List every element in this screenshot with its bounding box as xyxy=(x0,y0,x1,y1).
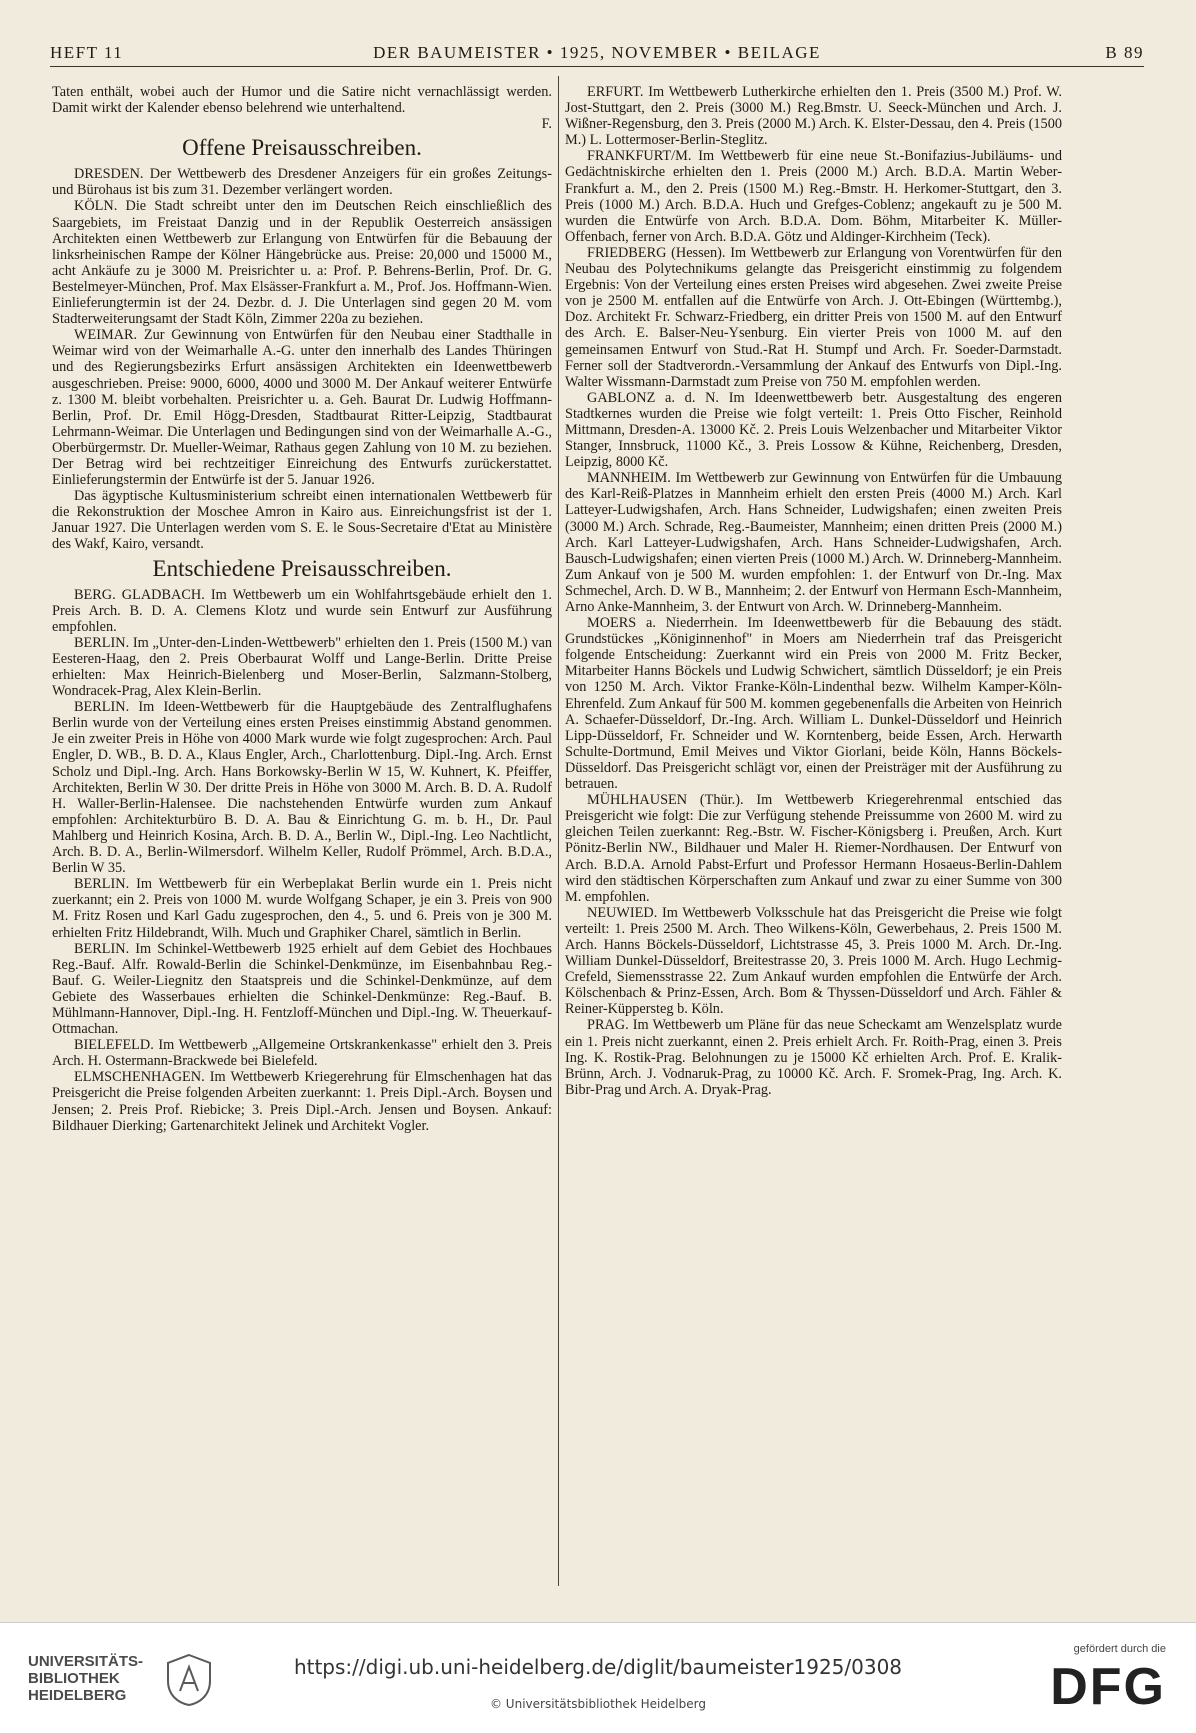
paragraph-erfurt: ERFURT. Im Wettbewerb Lutherkirche erhielten den 1. Preis (3500 M.) Prof. W. Jost-Stuttgart, den 2. Preis (3000 M.) Reg.Bmstr. U. Seeck-München und Arch. J. Wißner-Regensburg, den 3. Preis (2000 M.) Arch. K. Elster-Dessau, den 4. Preis (1500 M.) L. Lottermoser-Berlin-Steglitz. xyxy=(565,84,1062,149)
library-name: UNIVERSITÄTS- BIBLIOTHEK HEIDELBERG xyxy=(28,1653,144,1704)
issue-number: HEFT 11 xyxy=(50,43,124,62)
journal-title: DER BAUMEISTER • 1925, NOVEMBER • BEILAGE xyxy=(373,43,821,62)
source-url-link[interactable]: https://digi.ub.uni-heidelberg.de/diglit/baumeister1925/0308 xyxy=(293,1655,903,1679)
paragraph-dresden: DRESDEN. Der Wettbewerb des Dresdener Anzeigers für ein großes Zeitungs- und Bürohaus ist bis zum 31. Dezember verlängert worden. xyxy=(52,166,552,199)
right-column xyxy=(565,84,1062,1098)
paragraph-berlin-linden: BERLIN. Im „Unter-den-Linden-Wettbewerb" erhielten den 1. Preis (1500 M.) van Eesteren-Haag, den 2. Preis Oberbaurat Wolff und Lange-Berlin. Dritte Preise erhielten: Max Heinrich-Bielenberg und Moser-Berlin, Salzmann-Stolberg, Wondracek-Prag, Alex Klein-Berlin. xyxy=(52,634,552,700)
paragraph-muehlhausen: MÜHLHAUSEN (Thür.). Im Wettbewerb Kriegerehrenmal entschied das Preisgericht wie folgt: Die zur Verfügung stehende Preissumme von 2600 M. wird zu gleichen Teilen zuerkannt: Reg.-Bstr. W. Fischer-Königsberg i. Preußen, Arch. Kurt Pönitz-Berlin NW., Bildhauer und Maler H. Riemer-Nordhausen. Der Entwurf von Arch. B.D.A. Arnold Pabst-Erfurt und Professor Hermann Hosaeus-Berlin-Dahlem wird den städtischen Körperschaften zum Ankauf und zwar zu einer Summe von 300 M. empfohlen. xyxy=(565,792,1062,905)
intro-paragraph: Taten enthält, wobei auch der Humor und die Satire nicht vernachlässigt werden. Damit wirkt der Kalender ebenso belehrend wie unterhaltend. xyxy=(52,84,552,117)
paragraph-berg-gladbach: BERG. GLADBACH. Im Wettbewerb um ein Wohlfahrtsgebäude erhielt den 1. Preis Arch. B. D. A. Clemens Klotz und wurde sein Entwurf zur Ausführung empfohlen. xyxy=(52,586,552,635)
section-heading-open: Offene Preisausschreiben. xyxy=(182,135,422,161)
paragraph-neuwied: NEUWIED. Im Wettbewerb Volksschule hat das Preisgericht die Preise wie folgt verteilt: 1. Preis 2500 M. Arch. Theo Wilkens-Köln, Gewerbehaus, 2. Preis 1500 M. Arch. Hanns Böckels-Düsseldorf, Lichtstrasse 45, 3. Preis 1000 M. Arch. Dr.-Ing. William Dunkel-Düsseldorf, Breitestrasse 20, 3. Preis 1000 M. Arch. Hugo Lechmig-Crefeld, Siemensstrasse 22. Zum Ankauf wurden empfohlen die Entwürfe der Arch. Kölschenbach & Prinz-Essen, Arch. Bom & Thyssen-Düsseldorf und Arch. Fähler & Reiner-Küppersteg b. Köln. xyxy=(565,904,1062,1018)
copyright-notice: © Universitätsbibliothek Heidelberg xyxy=(489,1697,706,1711)
paragraph-mannheim: MANNHEIM. Im Wettbewerb zur Gewinnung von Entwürfen für die Umbauung des Karl-Reiß-Platzes in Mannheim erhielt den ersten Preis (4000 M.) Arch. Karl Latteyer-Ludwigshafen, Arch. Hans Schneider, Ludwigshafen; einen zweiten Preis (3000 M.) Arch. Schrade, Reg.-Baumeister, Mannheim; einen dritten Preis (2000 M.) Arch. Karl Latteyer-Ludwigshafen, Arch. Hans Schneider-Ludwigshafen, Arch. Bausch-Ludwigshafen; einen vierten Preis (1000 M.) Arch. W. Drinneberg-Mannheim. Zum Ankauf von je 500 M. wurden empfohlen: 1. der Entwurf von Dr.-Ing. Max Schmechel, Arch. D. W B., Mannheim; 2. der Entwurf von Hermann Esch-Mannheim, Arno Anke-Mannheim, 3. der Entwurt von Arch. W. Drinneberg-Mannheim. xyxy=(565,470,1062,615)
paragraph-berlin-flughafen: BERLIN. Im Ideen-Wettbewerb für die Hauptgebäude des Zentralflughafens Berlin wurde von der Verteilung eines ersten Preises einstimmig Abstand genommen. Je ein zweiter Preis in Höhe von 4000 Mark wurde wie folgt zugesprochen: Arch. Paul Engler, D. WB., B. D. A., Klaus Engler, Arch., Charlottenburg. Dipl.-Ing. Arch. Ernst Scholz und Dipl.-Ing. Arch. Hans Borkowsky-Berlin W 15, W. Kuhnert, K. Pfeiffer, Architekten, Berlin W 30. Der dritte Preis in Höhe von 3000 M. Arch. B. D. A. Rudolf H. Waller-Berlin-Halensee. Die nachstehenden Entwürfe wurden zum Ankauf empfohlen: Architekturbüro B. D. A. Bau & Einrichtung G. m. b. H., Dr. Paul Mahlberg und Heinrich Kosina, Arch. B. D. A., Berlin W., Dipl.-Ing. Leo Nachtlicht, Arch. B. D. A., Berlin-Wilmersdorf. Wilhelm Keller, Rudolf Prömmel, Arch. B.D.A., Berlin W 35. xyxy=(52,699,552,877)
running-header xyxy=(50,40,1144,67)
intro-signature: F. xyxy=(541,116,552,133)
column-divider xyxy=(558,76,559,1586)
paragraph-kairo: Das ägyptische Kultusministerium schreibt einen internationalen Wettbewerb für die Rekonstruktion der Moschee Amron in Kairo aus. Einreichungsfrist ist der 1. Januar 1927. Die Unterlagen werden vom S. E. le Sous-Secretaire d'Etat au Ministère des Wakf, Kairo, versandt. xyxy=(52,488,552,553)
paragraph-gablonz: GABLONZ a. d. N. Im Ideenwettbewerb betr. Ausgestaltung des engeren Stadtkernes wurden die Preise wie folgt verteilt: 1. Preis Otto Fischer, Reinhold Mittmann, Dresden-A. 13000 Kč. 2. Preis Louis Welzenbacher und Mitarbeiter Viktor Stanger, Innsbruck, 11000 Kč., 3. Preis Lossow & Kühne, Reichenberg, Dresden, Leipzig, 8000 Kč. xyxy=(565,389,1062,471)
funded-by-label: gefördert durch die xyxy=(1073,1643,1166,1655)
left-column xyxy=(52,84,552,1134)
paragraph-moers: MOERS a. Niederrhein. Im Ideenwettbewerb für die Bebauung des städt. Grundstückes „Königinnenhof" in Moers am Niederrhein traf das Preisgericht folgende Entscheidung: Zuerkannt wird ein Preis von 2000 M. Fritz Becker, Mitarbeiter Hanns Böckels und Ludwig Schwichert, sämtlich Düsseldorf; je ein Preis von 1250 M. Arch. Viktor Franke-Köln-Lindenthal bezw. Wilhelm Kamper-Köln-Ehrenfeld. Zum Ankauf für 500 M. kommen gegebenenfalls die Arbeiten von Heinrich A. Schaefer-Düsseldorf, Dr.-Ing. Arch. William L. Dunkel-Düsseldorf und Heinrich Lipp-Düsseldorf, Fr. Schneider und W. Korntenberg, beide Essen, Arch. Herwarth Schulte-Dortmund, Emil Meives und Viktor Giorlani, beide Köln, Hanns Böckels-Düsseldorf. Das Preisgericht schlägt vor, einen der Preisträger mit der Ausführung zu betrauen. xyxy=(565,615,1062,793)
paragraph-friedberg: FRIEDBERG (Hessen). Im Wettbewerb zur Erlangung von Vorentwürfen für den Neubau des Polytechnikums gelangte das Preisgericht einstimmig zu folgendem Ergebnis: Von der Verteilung eines ersten Preises wird abgesehen. Zwei zweite Preise von je 2500 M. entfallen auf die Entwürfe von Arch. J. Ott-Ebingen (Württembg.), Doz. Architekt Fr. Schwarz-Friedberg, ein dritter Preis von 1500 M. auf den Entwurf des Arch. E. Balser-Neu-Ysenburg. Ein vierter Preis von 1000 M. auf den gemeinsamen Entwurf von Stud.-Rat H. Stumpf und Arch. Fr. Soeder-Darmstadt. Ferner soll der Stadtverordn.-Versammlung der Ankauf des Entwurfs von Dipl.-Ing. Walter Wissmann-Darmstadt zum Preise von 750 M. empfohlen werden. xyxy=(565,244,1062,390)
paragraph-berlin-schinkel: BERLIN. Im Schinkel-Wettbewerb 1925 erhielt auf dem Gebiet des Hochbaues Reg.-Bauf. Alfr. Rowald-Berlin die Schinkel-Denkmünze, im Eisenbahnbau Reg.-Bauf. G. Weiler-Liegnitz den Staatspreis und die Schinkel-Denkmünze, auf dem Gebiete des Wasserbaues erhielten die Schinkel-Denkmünze: Reg.-Bauf. B. Mühlmann-Hannover, Dipl.-Ing. H. Fentzloff-München und Dipl.-Ing. W. Theuerkauf-Ottmachan. xyxy=(52,940,552,1038)
paragraph-weimar: WEIMAR. Zur Gewinnung von Entwürfen für den Neubau einer Stadthalle in Weimar wird von der Weimarhalle A.-G. unter den innerhalb des Landes Thüringen und des Regierungsbezirks Erfurt ansässigen Architekten ein Ideenwettbewerb ausgeschrieben. Preise: 9000, 6000, 4000 und 3000 M. Der Ankauf weiterer Entwürfe z. 1300 M. bleibt vorbehalten. Preisrichter u. a. Geh. Baurat Dr. Ludwig Hoffmann-Berlin, Prof. Dr. Emil Högg-Dresden, Stadtbaurat Ritter-Leipzig, Stadtbaurat Lehrmann-Weimar. Die Unterlagen und Bedingungen sind von der Weimarhalle A.-G., Oberbürgermstr. Dr. Mueller-Weimar, Rathaus gegen Zahlung von 10 M. zu beziehen. Der Betrag wird bei rechtzeitiger Einreichung des Entwurfs zurückerstattet. Einlieferungstermin der Entwürfe ist der 5. Januar 1926. xyxy=(52,327,552,489)
section-heading-decided: Entschiedene Preisausschreiben. xyxy=(152,555,452,581)
paragraph-berlin-werbeplakat: BERLIN. Im Wettbewerb für ein Werbeplakat Berlin wurde ein 1. Preis nicht zuerkannt; ein 2. Preis von 1000 M. wurde Wolfgang Schaper, je ein 3. Preis von 900 M. Fritz Rosen und Karl Gadu zugesprochen, den 4., 5. und 6. Preis von je 300 M. erhielten Fritz Hildebrandt, Wilh. Much und Graphiker Charel, sämtlich in Berlin. xyxy=(52,876,552,941)
dfg-logo[interactable] xyxy=(1036,1643,1166,1723)
dfg-wordmark: DFG xyxy=(1050,1658,1166,1716)
paragraph-frankfurt: FRANKFURT/M. Im Wettbewerb für eine neue St.-Bonifazius-Jubiläums- und Gedächtniskirche erhielten den 1. Preis (2000 M.) Arch. B.D.A. Martin Weber-Frankfurt a. M., den 2. Preis (1500 M.) Reg.-Bmstr. H. Herkomer-Stuttgart, den 3. Preis (1000 M.) Arch. B.D.A. Huch und Grefges-Coblenz; angekauft zu je 500 M. wurden die Entwürfe von Arch. B.D.A. Dom. Böhm, Mitarbeiter K. Müller-Offenbach, ferner von Arch. B.D.A. Götz und Aldinger-Kirchheim (Teck). xyxy=(565,148,1062,245)
page-number: B 89 xyxy=(1105,43,1144,62)
paragraph-bielefeld: BIELEFELD. Im Wettbewerb „Allgemeine Ortskrankenkasse" erhielt den 3. Preis Arch. H. Ostermann-Brackwede bei Bielefeld. xyxy=(52,1037,552,1070)
paragraph-koeln: KÖLN. Die Stadt schreibt unter den im Deutschen Reich einschließlich des Saargebiets, im Freistaat Danzig und in der Republik Oesterreich ansässigen Architekten einen Wettbewerb zur Erlangung von Entwürfen für die Bebauung der linksrheinischen Rampe der Kölner Hängebrücke aus. Preise: 20,000 und 15000 M., acht Ankäufe zu je 3000 M. Preisrichter u. a: Prof. P. Behrens-Berlin, Prof. Dr. G. Bestelmeyer-München, Prof. Max Elsässer-Frankfurt a. M., Prof. Jos. Hoffmann-Wien. Einlieferungtermin ist der 24. Dezbr. d. J. Die Unterlagen sind gegen 20 M. vom Stadterweiterungsamt der Stadt Köln, Zimmer 220a zu beziehen. xyxy=(52,198,552,328)
paragraph-prag: PRAG. Im Wettbewerb um Pläne für das neue Scheckamt am Wenzelsplatz wurde ein 1. Preis nicht zuerkannt, einen 2. Preis erhielt Arch. Fr. Roith-Prag, einen 3. Preis Ing. K. Rostik-Prag. Belohnungen zu je 15000 Kč erhielten Arch. Prof. E. Kralik-Brünn, Arch. J. Vodnaruk-Prag, zu 10000 Kč. Arch. F. Sromek-Prag, Ing. Arch. K. Bibr-Prag und Arch. A. Dryak-Prag. xyxy=(565,1017,1062,1098)
digitization-footer xyxy=(0,1622,1196,1733)
paragraph-elmschenhagen: ELMSCHENHAGEN. Im Wettbewerb Kriegerehrung für Elmschenhagen hat das Preisgericht die Preise folgenden Arbeiten zuerkannt: 1. Preis Dipl.-Arch. Boysen und Jensen; 2. Preis Prof. Riebicke; 3. Preis Dipl.-Arch. Jensen und Boysen. Ankauf: Bildhauer Dierking; Gartenarchitekt Jelinek und Architekt Vogler. xyxy=(52,1069,552,1134)
